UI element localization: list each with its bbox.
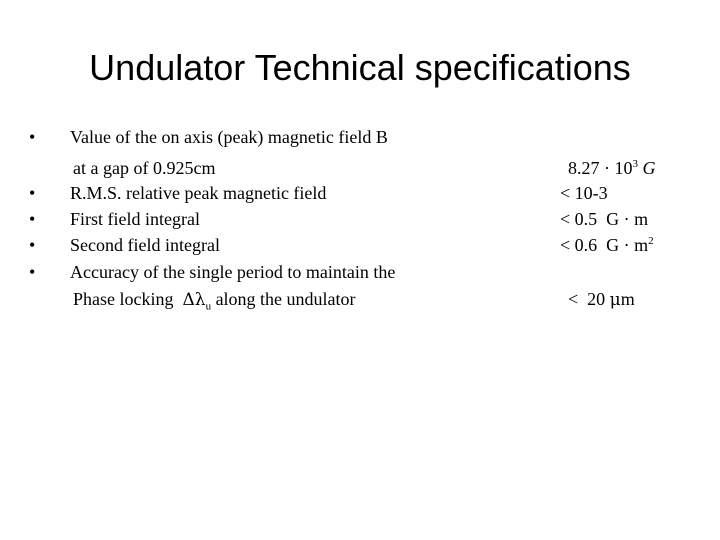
spec-label-rms: R.M.S. relative peak magnetic field [70, 183, 327, 203]
spec-label-peak-field: Value of the on axis (peak) magnetic field B [70, 127, 388, 147]
delta-lambda-symbol: Δλ [182, 290, 206, 310]
spec-label-accuracy: Accuracy of the single period to maintain the [70, 262, 396, 282]
bullet: • [29, 235, 36, 255]
spec-label-second-integral: Second field integral [70, 235, 220, 255]
spec-value-accuracy [568, 288, 635, 311]
phase-locking-prefix: Phase locking [73, 289, 174, 309]
bullet: • [29, 183, 36, 203]
value-base: 10 [614, 158, 633, 178]
bullet: • [29, 262, 36, 282]
value-exponent: 2 [648, 235, 654, 247]
slide-title: Undulator Technical specifications [89, 47, 631, 88]
spec-value-second-integral [560, 234, 654, 256]
spec-value-rms: < 10-3 [560, 183, 608, 203]
value-main: < 0.6 G · m [560, 235, 649, 255]
spec-value-first-integral: < 0.5 G · m [560, 209, 649, 229]
spec-label-phase-locking [73, 288, 356, 311]
value-unit: G [642, 158, 656, 178]
spec-label-first-integral: First field integral [70, 209, 200, 229]
bullet: • [29, 209, 36, 229]
mu-symbol: μ [609, 290, 621, 310]
multiply-dot: · [604, 158, 610, 178]
value-prefix: < 20 [568, 289, 606, 309]
value-mantissa: 8.27 [568, 158, 600, 178]
bullet: • [29, 127, 36, 147]
value-unit: m [620, 289, 635, 309]
phase-locking-suffix: along the undulator [215, 289, 356, 309]
delta-subscript: u [205, 300, 212, 313]
spec-value-peak-field [568, 157, 656, 179]
value-exponent: 3 [632, 158, 638, 170]
spec-label-gap: at a gap of 0.925cm [73, 158, 216, 178]
